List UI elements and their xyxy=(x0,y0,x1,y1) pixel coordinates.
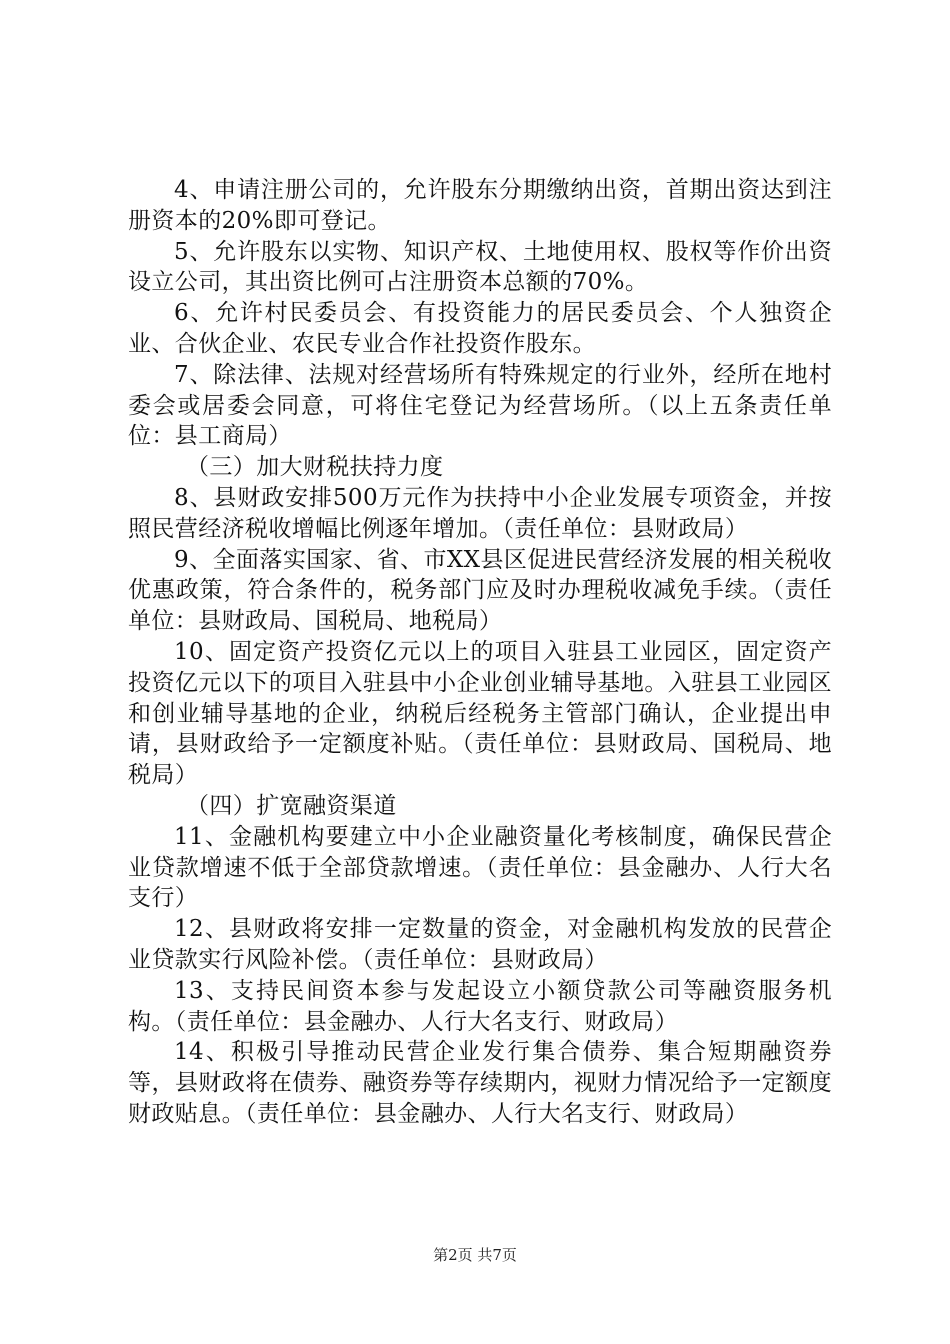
paragraph-item-4: 4、申请注册公司的，允许股东分期缴纳出资，首期出资达到注册资本的20%即可登记。 xyxy=(128,177,832,234)
paragraph-item-8: 8、县财政安排500万元作为扶持中小企业发展专项资金，并按照民营经济税收增幅比例逐年增加。（责任单位：县财政局） xyxy=(128,484,832,542)
document-body xyxy=(128,175,832,1130)
paragraph-item-7: 7、除法律、法规对经营场所有特殊规定的行业外，经所在地村委会或居委会同意，可将住宅登记为经营场所。（以上五条责任单位：县工商局） xyxy=(128,361,832,450)
paragraph-item-14: 14、积极引导推动民营企业发行集合债券、集合短期融资券等，县财政将在债券、融资券等存续期内，视财力情况给予一定额度财政贴息。（责任单位：县金融办、人行大名支行、财政局） xyxy=(128,1039,832,1127)
paragraph-item-13: 13、支持民间资本参与发起设立小额贷款公司等融资服务机构。（责任单位：县金融办、人行大名支行、财政局） xyxy=(128,977,832,1035)
paragraph-item-11: 11、金融机构要建立中小企业融资量化考核制度，确保民营企业贷款增速不低于全部贷款增速。（责任单位：县金融办、人行大名支行） xyxy=(128,823,832,912)
paragraph-item-10: 10、固定资产投资亿元以上的项目入驻县工业园区，固定资产投资亿元以下的项目入驻县中小企业创业辅导基地。入驻县工业园区和创业辅导基地的企业，纳税后经税务主管部门确认，企业提出申请，县财政给予一定额度补贴。（责任单位：县财政局、国税局、地税局） xyxy=(128,638,832,789)
paragraph-item-6: 6、允许村民委员会、有投资能力的居民委员会、个人独资企业、合伙企业、农民专业合作社投资作股东。 xyxy=(128,300,832,357)
paragraph-item-5: 5、允许股东以实物、知识产权、土地使用权、股权等作价出资设立公司，其出资比例可占注册资本总额的70%。 xyxy=(128,238,832,296)
paragraph-item-9: 9、全面落实国家、省、市XX县区促进民营经济发展的相关税收优惠政策，符合条件的，税务部门应及时办理税收减免手续。（责任单位：县财政局、国税局、地税局） xyxy=(128,546,832,635)
section-heading-4: （四）扩宽融资渠道 xyxy=(186,792,397,819)
page-number-footer: 第2页 共7页 xyxy=(433,1246,517,1264)
paragraph-item-12: 12、县财政将安排一定数量的资金，对金融机构发放的民营企业贷款实行风险补偿。（责任单位：县财政局） xyxy=(128,916,832,973)
section-heading-3: （三）加大财税扶持力度 xyxy=(186,454,444,481)
